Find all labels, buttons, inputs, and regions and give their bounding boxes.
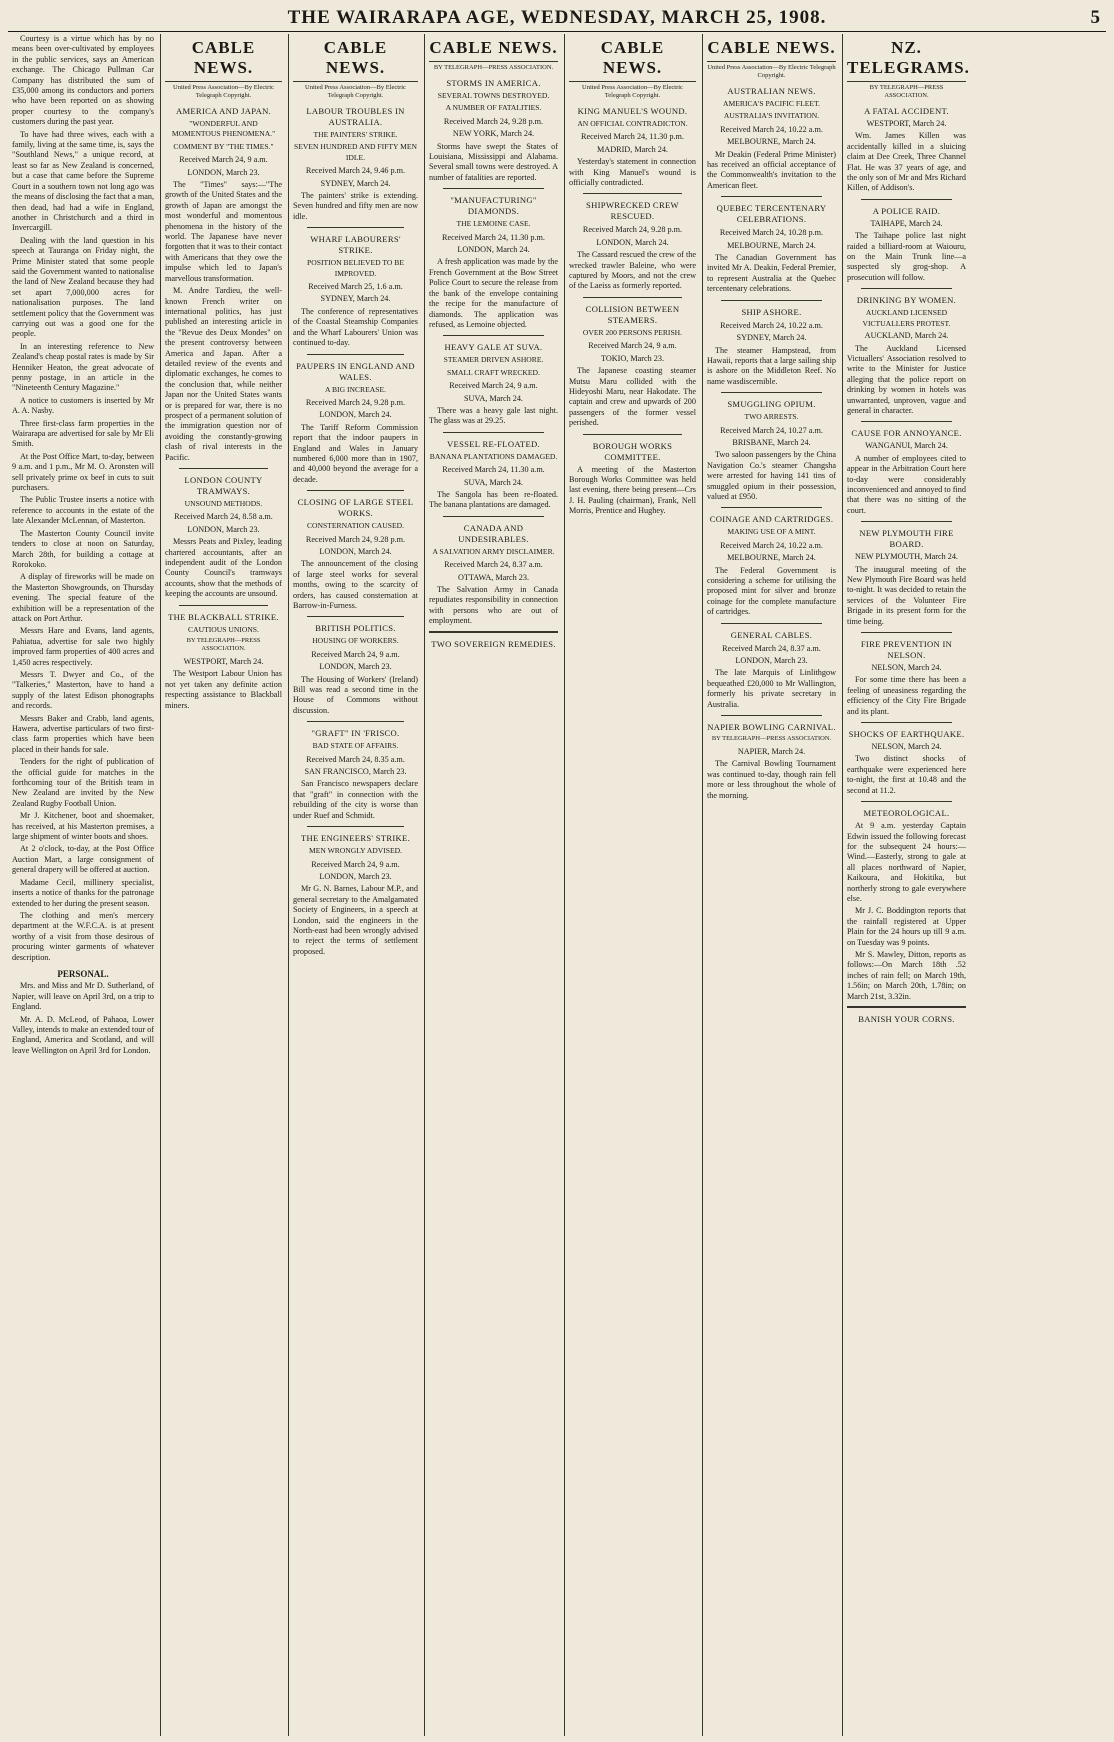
article-heading: THE ENGINEERS' STRIKE. — [300, 833, 411, 844]
article-paragraph: Storms have swept the States of Louisiana, Mississippi and Alabama. Several small towns were destroyed. A number of fatalities are reported. — [429, 141, 558, 182]
article-heading: NAPIER BOWLING CARNIVAL. — [707, 722, 836, 733]
received-line: Received March 24, 9.28 p.m. — [582, 225, 683, 235]
divider — [307, 721, 404, 722]
article-heading: COINAGE AND CARTRIDGES. — [709, 514, 834, 525]
dateline: MELBOURNE, March 24. — [727, 553, 816, 563]
article-paragraph: The Westport Labour Union has not yet taken any definite action respecting assistance to Blackball miners. — [165, 669, 282, 710]
article-heading: DRINKING BY WOMEN. — [856, 295, 957, 306]
dateline: WESTPORT, March 24. — [866, 119, 947, 128]
received-line: Received March 24, 11.30 p.m. — [581, 132, 684, 142]
divider — [861, 801, 952, 802]
divider — [721, 300, 822, 301]
article-heading: HEAVY GALE AT SUVA. — [444, 342, 543, 353]
article-subheading: CONSTERNATION CAUSED. — [306, 521, 405, 531]
advertisement-heading: BANISH YOUR CORNS. — [858, 1014, 955, 1024]
dateline: SYDNEY, March 24. — [320, 178, 391, 188]
article-heading: STORMS IN AMERICA. — [446, 78, 541, 88]
article-subheading: AN OFFICIAL CONTRADICTON. — [577, 119, 688, 128]
divider — [443, 432, 544, 433]
article-paragraph: The "Times" says:—"The growth of the United States and the growth of Japan are amongst the most wonderful and momentous phenomena in the history of the world. The Japanese have never forgotten that it was to their contact with Americans that they owe the impulse which led to Japan's marvellous transformation. — [165, 180, 282, 283]
article-paragraph: The late Marquis of Linlithgow bequeathed £20,000 to Mr Wallington, formerly his private secretary in Australia. — [707, 668, 836, 709]
article-subheading: A SALVATION ARMY DISCLAIMER. — [432, 546, 555, 556]
article-heading: A FATAL ACCIDENT. — [864, 106, 949, 116]
local-note-paragraph: In an interesting reference to New Zealand's cheap postal rates is made by Sir Henniker Heaton, the great advocate of penny postage, in an article in the "Nineteenth Century Magazine." — [12, 341, 154, 393]
divider — [307, 354, 404, 355]
article-paragraph: At 9 a.m. yesterday Captain Edwin issued the following forecast for the subsequent 24 hours:—Wind.—Easterly, strong to gale at all places northward of Napier, Kaikoura, and Hokitika, but northerly strong to gale everywhere else. — [847, 821, 966, 903]
divider — [179, 468, 268, 469]
dateline: LONDON, March 24. — [457, 245, 530, 255]
column-heading: CABLE NEWS. — [293, 34, 418, 82]
column-heading: CABLE NEWS. — [707, 34, 836, 62]
page-number: 5 — [1090, 7, 1100, 28]
local-note-paragraph: The Masterton County Council invite tenders to close at noon on Saturday, March 28th, for building a cottage at Rorokoko. — [12, 528, 154, 569]
personal-paragraph: Mrs. and Miss and Mr D. Sutherland, of Napier, will leave on April 3rd, on a trip to England. — [12, 981, 154, 1012]
local-note-paragraph: Madame Cecil, millinery specialist, inserts a notice of thanks for the patronage extended to her during the present season. — [12, 877, 154, 908]
dateline: LONDON, March 23. — [735, 656, 808, 666]
dateline: NELSON, March 24. — [871, 663, 942, 673]
received-line: Received March 24, 9.46 p.m. — [305, 166, 406, 176]
article-paragraph: The Federal Government is considering a scheme for utilising the proposed mint for silver and bronze coinage for the complete manufacture of cartridges. — [707, 565, 836, 617]
masthead — [8, 6, 1106, 32]
article-paragraph: Wm. James Killen was accidentally killed in a sluicing claim at Dee Creek, Three Channel Flat. He was 37 years of age, and the only son of Mr and Mrs Richard Killen, of Addison's. — [847, 131, 966, 193]
article-subheading: A BIG INCREASE. — [325, 384, 386, 394]
article-subheading: HOUSING OF WORKERS. — [312, 636, 399, 646]
received-line: Received March 24, 9.28 p.m. — [305, 534, 406, 544]
dateline: SYDNEY, March 24. — [320, 294, 391, 304]
article-subheading: AUCKLAND LICENSED VICTUALLERS PROTEST. — [862, 308, 951, 328]
article-paragraph: The Cassard rescued the crew of the wrecked trawler Baleine, who were captured by Moors, and not the crew of the Laeiss as formerly reported. — [569, 250, 696, 291]
article-paragraph: The Salvation Army in Canada repudiates responsibility in connection with persons who are out of employment. — [429, 585, 558, 626]
article-paragraph: A fresh application was made by the French Government at the Bow Street Police Court to secure the release from the bank of the envelope containing the recipe for the manufacture of diamonds. The application was refused, as Lemoine objected. — [429, 257, 558, 329]
local-note-paragraph: At the Post Office Mart, to-day, between 9 a.m. and 1 p.m., Mr M. O. Aronsten will sell privately prime ox beef in cuts to suit purchasers. — [12, 451, 154, 493]
local-note-paragraph: A display of fireworks will be made on the Masterton Showgrounds, on Thursday evening. The special feature of the exhibition will be a representation of the attack on Port Arthur. — [12, 572, 154, 623]
credit-line: United Press Association—By Electric Telegraph Copyright. — [305, 84, 406, 99]
article-heading: BOROUGH WORKS COMMITTEE. — [592, 440, 673, 462]
divider — [307, 616, 404, 617]
column-heading: CABLE NEWS. — [569, 34, 696, 82]
dateline: LONDON, March 24. — [319, 410, 392, 420]
article-paragraph: The conference of representatives of the Coastal Steamship Companies and the Wharf Labourers' Union was continued to-day. — [293, 306, 418, 348]
local-note-paragraph: The clothing and men's mercery department at the W.F.C.A. is at present worthy of a visit from those desirous of procuring winter garments of whatever description. — [12, 910, 154, 962]
divider — [307, 490, 404, 491]
article-subheading: SMALL CRAFT WRECKED. — [447, 367, 540, 377]
local-notes-list — [12, 34, 154, 963]
article-heading: THE BLACKBALL STRIKE. — [168, 611, 279, 622]
article-heading: KING MANUEL'S WOUND. — [577, 106, 688, 116]
personal-heading: PERSONAL. — [57, 968, 109, 979]
dateline: WANGANUI, March 24. — [865, 441, 948, 451]
article-paragraph: Yesterday's statement in connection with King Manuel's wound is officially contradicted. — [569, 157, 696, 188]
article-paragraph: M. Andre Tardieu, the well-known French writer on international politics, has just published an interesting article in the "Revue des Deux Mondes" on the present controversy between America and Japan. After a detailed review of the events and diplomatic exchanges, he comes to the conclusion that, while neither Japan nor the United States wants or is prepared for war, there is no prospect of a permanent solution of the immigration question nor of avoiding the constantly-growing clash of rival interests in the Pacific. — [165, 286, 282, 462]
divider — [861, 288, 952, 289]
dateline: TOKIO, March 23. — [600, 353, 665, 363]
column-heading: NZ. TELEGRAMS. — [847, 34, 966, 82]
article-subheading: AUSTRALIA'S INVITATION. — [723, 111, 820, 121]
column-cable-news-1 — [160, 34, 286, 1736]
divider — [721, 196, 822, 197]
divider — [861, 199, 952, 200]
credit-line: BY TELEGRAPH—PRESS ASSOCIATION. — [186, 637, 261, 653]
received-line: Received March 24, 10.27 a.m. — [720, 425, 823, 435]
credit-line: United Press Association—By Electric Telegraph Copyright. — [582, 84, 683, 99]
received-line: Received March 24, 9 a.m. — [179, 155, 268, 165]
received-line: Received March 24, 8.37 a.m. — [444, 560, 543, 570]
article-paragraph: For some time there has been a feeling of uneasiness regarding the efficiency of the City Fire Brigade and its plant. — [847, 675, 966, 716]
article-subheading: SEVEN HUNDRED AND FIFTY MEN IDLE. — [294, 142, 417, 162]
dateline: OTTAWA, March 23. — [458, 572, 529, 582]
article-heading: VESSEL RE-FLOATED. — [447, 438, 540, 449]
divider — [861, 722, 952, 723]
divider — [721, 715, 822, 716]
received-line: Received March 24, 9.28 p.m. — [443, 116, 544, 126]
dateline: WESTPORT, March 24. — [183, 657, 264, 667]
article-paragraph: Mr J. C. Boddington reports that the rainfall registered at Upper Plain for the 24 hours up till 9 a.m. on Tuesday was 9 points. — [847, 906, 966, 947]
article-subheading: SEVERAL TOWNS DESTROYED. — [437, 91, 550, 100]
article-paragraph: Two distinct shocks of earthquake were experienced here to-night, the first at 10.48 and the second at 11.2. — [847, 754, 966, 795]
dateline: SYDNEY, March 24. — [736, 333, 807, 343]
article-paragraph: A number of employees cited to appear in the Arbitration Court here to-day were considerably inconvenienced and annoyed to find that there was no sitting of the court. — [847, 453, 966, 515]
divider — [583, 297, 682, 298]
dateline: SUVA, March 24. — [464, 393, 523, 403]
divider — [443, 516, 544, 517]
column-cable-news-2 — [288, 34, 422, 1736]
dateline: AUCKLAND, March 24. — [864, 331, 949, 341]
local-note-paragraph: Mr J. Kitchener, boot and shoemaker, has received, at his Masterton premises, a large shipment of winter boots and shoes. — [12, 811, 154, 842]
received-line: Received March 24, 11.30 p.m. — [442, 232, 545, 242]
divider — [861, 521, 952, 522]
column-nz-telegrams — [842, 34, 970, 1736]
article-heading: FIRE PREVENTION IN NELSON. — [860, 639, 953, 661]
divider — [721, 623, 822, 624]
local-note-paragraph: The Public Trustee inserts a notice with reference to accounts in the estate of the late Alexander McLennan, of Masterton. — [12, 495, 154, 526]
received-line: Received March 24, 9 a.m. — [588, 341, 677, 351]
article-paragraph: A meeting of the Masterton Borough Works Committee was held last evening, there being present—Crs J. H. Pauling (chairman), Frank, Nell Morris, Prentice and Hughey. — [569, 464, 696, 516]
article-paragraph: The Housing of Workers' (Ireland) Bill was read a second time in the House of Commons without discussion. — [293, 674, 418, 715]
dateline: BRISBANE, March 24. — [732, 437, 811, 447]
dateline: MELBOURNE, March 24. — [727, 137, 816, 147]
article-subheading: BAD STATE OF AFFAIRS. — [312, 741, 399, 751]
divider — [861, 632, 952, 633]
article-subheading: A NUMBER OF FATALITIES. — [445, 103, 542, 113]
divider — [847, 1006, 966, 1008]
article-subheading: MAKING USE OF A MINT. — [727, 527, 816, 537]
dateline: MADRID, March 24. — [597, 144, 668, 154]
column-local-notes — [8, 34, 158, 1736]
received-line: Received March 24, 9 a.m. — [311, 859, 400, 869]
article-heading: SHIP ASHORE. — [741, 306, 802, 317]
dateline: LONDON, March 24. — [319, 546, 392, 556]
article-subheading: "WONDERFUL AND MOMENTOUS PHENOMENA." — [171, 119, 276, 139]
newspaper-title: THE WAIRARAPA AGE, WEDNESDAY, MARCH 25, 1908. — [287, 7, 827, 28]
personal-list — [12, 981, 154, 1056]
credit-line: United Press Association—By Electric Telegraph Copyright. — [707, 64, 836, 79]
dateline: NELSON, March 24. — [871, 742, 942, 752]
article-paragraph: The Auckland Licensed Victuallers' Association resolved to write to the Minister for Justice alleging that the police report on drinking by women in hotels was unwarranted, unproven, vague and general in character. — [847, 343, 966, 415]
article-heading: LONDON COUNTY TRAMWAYS. — [184, 475, 263, 496]
article-heading: WHARF LABOURERS' STRIKE. — [310, 234, 401, 256]
dateline: NEW PLYMOUTH, March 24. — [855, 552, 958, 562]
received-line: Received March 24, 10.22 a.m. — [720, 124, 823, 134]
dateline: LONDON, March 23. — [187, 167, 260, 177]
columns — [8, 34, 1106, 1736]
article-subheading: BANANA PLANTATIONS DAMAGED. — [429, 451, 558, 461]
article-paragraph: The inaugural meeting of the New Plymouth Fire Board was held to-night. It was decided to retain the services of the Volunteer Fire Brigade in its present form for the time being. — [847, 564, 966, 626]
credit-line: BY TELEGRAPH—PRESS ASSOCIATION. — [869, 84, 944, 99]
dateline: LONDON, March 23. — [187, 524, 260, 534]
received-line: Received March 24, 8.58 a.m. — [174, 512, 273, 522]
article-subheading: OVER 200 PERSONS PERISH. — [582, 327, 683, 337]
dateline: MELBOURNE, March 24. — [727, 240, 816, 250]
article-paragraph: San Francisco newspapers declare that "graft" in connection with the rebuilding of the city is worse than under Ruef and Schmidt. — [293, 779, 418, 820]
local-note-paragraph: Tenders for the right of publication of the official guide for matches in the forthcoming tour of the British team in New Zealand are invited by the New Zealand Rugby Football Union. — [12, 757, 154, 808]
article-subheading: AMERICA'S PACIFIC FLEET. — [723, 99, 820, 108]
received-line: Received March 24, 8.35 a.m. — [306, 754, 405, 764]
article-subheading: POSITION BELIEVED TO BE IMPROVED. — [307, 258, 404, 278]
local-note-paragraph: At 2 o'clock, to-day, at the Post Office Auction Mart, a large consignment of general drapery will be offered at auction. — [12, 844, 154, 875]
article-subheading: UNSOUND METHODS. — [184, 499, 263, 508]
article-heading: QUEBEC TERCENTENARY CELEBRATIONS. — [716, 203, 827, 225]
article-paragraph: The Taihape police last night raided a billiard-room at Waiouru, on the Main Trunk line—a suspected sly grog-shop. A prosecution will follow. — [847, 231, 966, 282]
local-note-paragraph: Messrs Hare and Evans, land agents, Pahiatua, advertise for sale two highly improved farm properties of 400 acres and 1,450 acres respectively. — [12, 626, 154, 667]
received-line: Received March 25, 1.6 a.m. — [308, 282, 403, 292]
divider — [721, 392, 822, 393]
dateline: SUVA, March 24. — [464, 477, 523, 487]
advertisement-heading: TWO SOVEREIGN REMEDIES. — [431, 638, 556, 649]
page-margin — [972, 34, 1110, 1736]
article-heading: A POLICE RAID. — [872, 205, 941, 216]
divider — [861, 421, 952, 422]
divider — [443, 188, 544, 189]
article-heading: "MANUFACTURING" DIAMONDS. — [450, 195, 537, 217]
divider — [583, 193, 682, 194]
article-subheading: CAUTIOUS UNIONS. — [188, 624, 259, 634]
article-heading: GENERAL CABLES. — [730, 629, 813, 640]
divider — [307, 227, 404, 228]
dateline: TAIHAPE, March 24. — [870, 218, 943, 228]
article-paragraph: Two saloon passengers by the China Navigation Co.'s steamer Changsha were arrested for having 141 tins of smuggled opium in their possession, valued at £950. — [707, 450, 836, 501]
divider — [307, 826, 404, 827]
article-paragraph: The Sangola has been re-floated. The banana plantations are damaged. — [429, 489, 558, 510]
local-note-paragraph: Dealing with the land question in his speech at Tauranga on Friday night, the Prime Minister stated that some people said the Government wanted to nationalise the land of New Zealand because they had set apart 7,000,000 acres for nationalisation purposes. The land settlement policy that the Government was carrying out was a good one for the people. — [12, 235, 154, 339]
dateline: SAN FRANCISCO, March 23. — [304, 767, 407, 777]
article-paragraph: Mr G. N. Barnes, Labour M.P., and general secretary to the Amalgamated Society of Engineers, in a speech at London, said the engineers in the North-east had been wrongly advised to reject the terms of settlement proposed. — [293, 884, 418, 956]
local-note-paragraph: Messrs T. Dwyer and Co., of the "Talkeries," Masterton, have to hand a supply of the latest Edison phonographs and records. — [12, 669, 154, 711]
received-line: Received March 24, 9 a.m. — [449, 381, 538, 391]
article-heading: SHIPWRECKED CREW RESCUED. — [586, 200, 679, 222]
divider — [443, 335, 544, 336]
column-cable-news-3 — [424, 34, 562, 1736]
received-line: Received March 24, 10.28 p.m. — [719, 228, 824, 238]
article-subheading: COMMENT BY "THE TIMES." — [173, 141, 274, 151]
article-heading: AMERICA AND JAPAN. — [175, 106, 272, 116]
article-heading: PAUPERS IN ENGLAND AND WALES. — [296, 360, 415, 382]
divider — [429, 631, 558, 633]
dateline: LONDON, March 24. — [596, 237, 669, 247]
article-heading: METEOROLOGICAL. — [863, 808, 950, 819]
personal-paragraph: Mr. A. D. McLeod, of Pahaoa, Lower Valley, intends to make an extended tour of England, America and Scotland, and will leave Wellington on April 3rd for London. — [12, 1014, 154, 1055]
divider — [721, 507, 822, 508]
article-subheading: MEN WRONGLY ADVISED. — [308, 846, 403, 856]
article-heading: LABOUR TROUBLES IN AUSTRALIA. — [306, 106, 405, 127]
article-heading: BRITISH POLITICS. — [315, 623, 396, 634]
article-subheading: THE PAINTERS' STRIKE. — [313, 130, 398, 139]
article-paragraph: The Tariff Reform Commission report that the indoor paupers in England and Wales in January numbered 6,000 more than in 1907, and 40,000 beyond the average for a decade. — [293, 422, 418, 484]
received-line: Received March 24, 9 a.m. — [311, 649, 400, 659]
received-line: Received March 24, 10.22 a.m. — [720, 320, 823, 330]
credit-line: BY TELEGRAPH—PRESS ASSOCIATION. — [433, 64, 554, 71]
received-line: Received March 24, 11.30 a.m. — [442, 465, 545, 475]
column-heading: CABLE NEWS. — [165, 34, 282, 82]
article-heading: CANADA AND UNDESIRABLES. — [458, 522, 529, 544]
article-paragraph: The Carnival Bowling Tournament was continued to-day, though rain fell more or less throughout the whole of the morning. — [707, 759, 836, 800]
article-paragraph: Mr Deakin (Federal Prime Minister) has received an official acceptance of the Commonwealth's invitation to the American fleet. — [707, 149, 836, 190]
local-note-paragraph: To have had three wives, each with a family, living at the same time, is, says the "Southland News," a unique record, at least so far as New Zealand is concerned, but a case that came before the Supreme Court in a southern town not long ago was the means of disclosing the fact that a man, then dead, had had a wife in England, another in Christchurch and a third in Invercargill. — [12, 129, 154, 233]
dateline: NEW YORK, March 24. — [452, 129, 535, 139]
dateline: LONDON, March 23. — [319, 871, 392, 881]
column-heading: CABLE NEWS. — [429, 34, 558, 62]
article-subheading: TWO ARRESTS. — [744, 412, 799, 422]
article-paragraph: The Japanese coasting steamer Mutsu Maru collided with the Hideyoshi Maru, near Hakodate. The captain and crew and upwards of 200 passengers of the former vessel perished. — [569, 366, 696, 428]
dateline: NAPIER, March 24. — [737, 747, 806, 757]
article-subheading: THE LEMOINE CASE. — [456, 219, 531, 229]
article-heading: CLOSING OF LARGE STEEL WORKS. — [297, 497, 414, 519]
article-heading: AUSTRALIAN NEWS. — [727, 86, 816, 96]
column-cable-news-4 — [564, 34, 700, 1736]
local-note-paragraph: A notice to customers is inserted by Mr A. A. Nasby. — [12, 395, 154, 416]
article-paragraph: The Canadian Government has invited Mr A. Deakin, Federal Premier, to represent Australia at the Quebec tercentenary celebrations. — [707, 253, 836, 294]
article-paragraph: Messrs Peats and Pixley, leading chartered accountants, after an independent audit of the London County Council's tramways accounts, show that the methods of keeping the accounts are unsound. — [165, 537, 282, 599]
article-paragraph: The painters' strike is extending. Seven hundred and fifty men are now idle. — [293, 191, 418, 221]
local-note-paragraph: Messrs Baker and Crabb, land agents, Hawera, advertise particulars of two first-class farm properties which have been placed in their hands for sale. — [12, 713, 154, 754]
credit-line: United Press Association—By Electric Telegraph Copyright. — [173, 84, 274, 99]
local-note-paragraph: Three first-class farm properties in the Wairarapa are advertised for sale by Mr Eli Smith. — [12, 418, 154, 449]
article-paragraph: Mr S. Mawley, Ditton, reports as follows:—On March 18th .52 inches of rain fell; on March 19th, 1.56in; on March 20th, 1.78in; on March 21st, 3.32in. — [847, 949, 966, 1001]
local-note-paragraph: Courtesy is a virtue which has by no means been over-cultivated by employees in the public services, says an American exchange. The Chicago Pullman Car Company has distributed the sum of £35,000 among its conductors and porters who have been reported on as showing proper courtesy to the company's customers during the past year. — [12, 34, 154, 127]
received-line: Received March 24, 8.37 a.m. — [722, 643, 821, 653]
article-heading: SMUGGLING OPIUM. — [727, 399, 816, 410]
credit-line: BY TELEGRAPH—PRESS ASSOCIATION. — [711, 735, 832, 743]
article-paragraph: There was a heavy gale last night. The glass was at 29.25. — [429, 405, 558, 426]
received-line: Received March 24, 10.22 a.m. — [720, 540, 823, 550]
article-heading: CAUSE FOR ANNOYANCE. — [851, 428, 962, 439]
article-paragraph: The steamer Hampstead, from Hawaii, reports that a large sailing ship is ashore on the Middleton Reef. No name wasdiscernible. — [707, 345, 836, 386]
column-cable-news-5 — [702, 34, 840, 1736]
article-heading: COLLISION BETWEEN STEAMERS. — [585, 303, 680, 325]
dateline: LONDON, March 23. — [319, 662, 392, 672]
article-heading: NEW PLYMOUTH FIRE BOARD. — [859, 528, 954, 550]
article-heading: "GRAFT" IN 'FRISCO. — [311, 728, 400, 739]
divider — [583, 434, 682, 435]
article-subheading: STEAMER DRIVEN ASHORE. — [443, 355, 544, 365]
article-paragraph: The announcement of the closing of large steel works for several months, owing to the scarcity of orders, has caused consternation at Barrow-in-Furness. — [293, 559, 418, 610]
received-line: Received March 24, 9.28 p.m. — [305, 397, 406, 407]
divider — [179, 605, 268, 606]
article-heading: SHOCKS OF EARTHQUAKE. — [848, 729, 965, 740]
